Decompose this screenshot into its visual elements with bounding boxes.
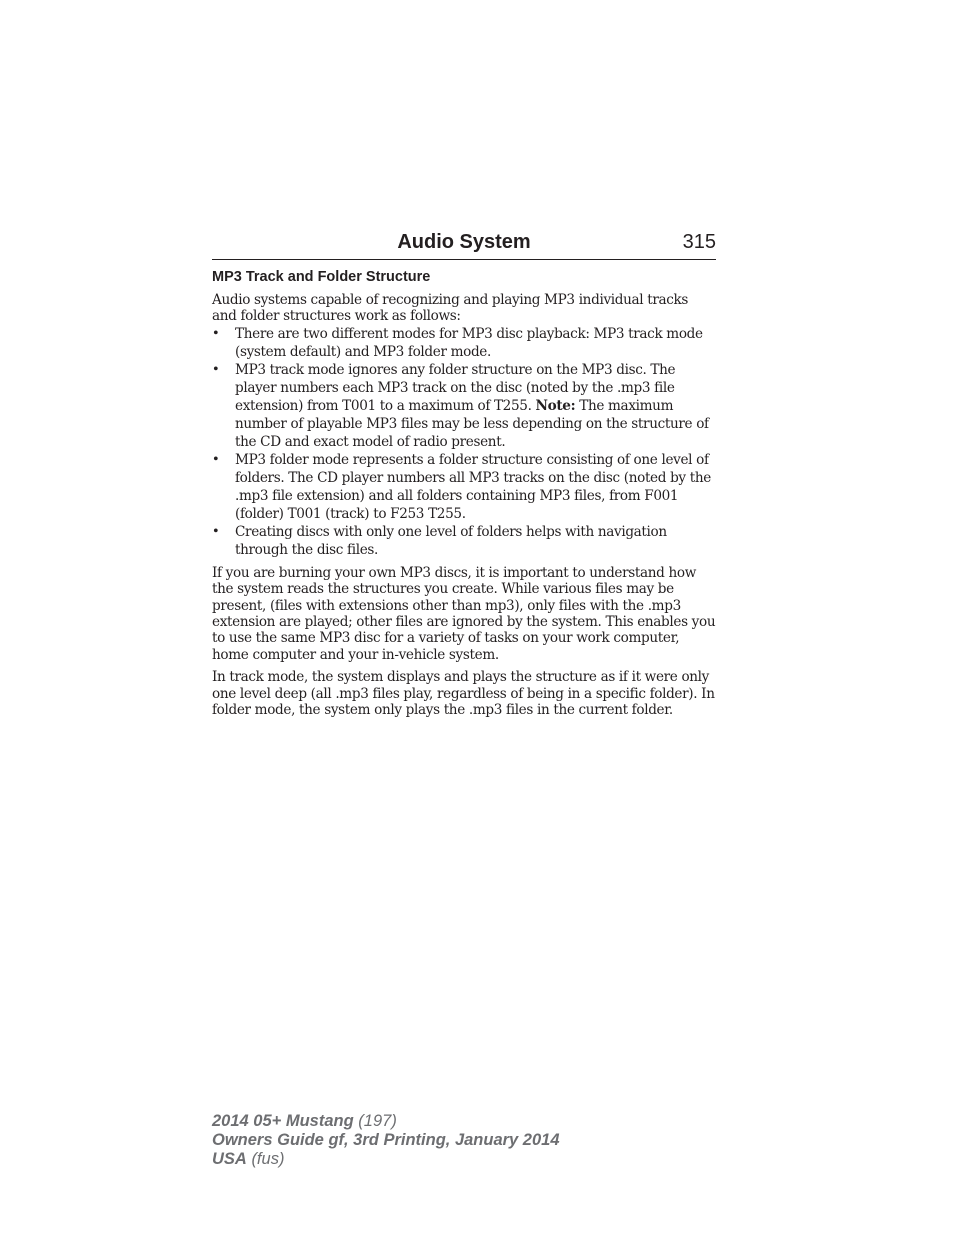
bullet-icon: • [213,360,219,378]
list-item [212,451,716,523]
body-paragraph: If you are burning your own MP3 discs, it is important to understand how the system reads the structures you create. While various files may be present, (files with extensions other than mp3), only files with the .mp3 extension are played; other files are ignored by the system. This enables you to use the same MP3 disc for a variety of tasks on your work computer, home computer and your in-vehicle system. [212,564,716,663]
intro-paragraph: Audio systems capable of recognizing and playing MP3 individual tracks and folder structures work as follows: [212,292,689,325]
list-item [212,523,716,559]
bullet-text: MP3 track mode ignores any folder structure on the MP3 disc. The player numbers each MP3 track on the disc (noted by the .mp3 file extension) from T001 to a maximum of T255. [235,361,676,414]
page-header [212,229,716,260]
chapter-title: Audio System [397,231,531,253]
footer-market-code: (fus) [251,1150,285,1168]
note-label: Note: [535,397,576,414]
main-content [212,267,716,718]
footer-model-code: (197) [358,1112,397,1130]
body-paragraph: In track mode, the system displays and plays the structure as if it were only one level deep (all .mp3 files play, regardless of being in a specific folder). In folder mode, the system only plays the .mp3 files in the current folder. [212,669,715,719]
bullet-icon: • [213,522,219,540]
footer-line-2 [212,1131,560,1150]
bullet-text: MP3 folder mode represents a folder structure consisting of one level of folders. The CD player numbers all MP3 tracks on the disc (noted by the .mp3 file extension) and all folders containing MP3 files, from F001 (folder) T001 (track) to F253 T255. [235,451,711,522]
bullet-list [212,325,716,559]
footer-model: 2014 05+ Mustang [212,1112,354,1130]
bullet-text: There are two different modes for MP3 disc playback: MP3 track mode (system default) and MP3 folder mode. [235,325,703,360]
bullet-icon: • [213,450,219,468]
footer-edition: Owners Guide gf, 3rd Printing, January 2014 [212,1131,560,1149]
list-item [212,325,716,361]
bullet-text: Creating discs with only one level of folders helps with navigation through the disc files. [235,523,667,558]
note-text: The maximum number of playable MP3 files may be less depending on the structure of the CD and exact model of radio present. [235,397,709,450]
footer-line-3 [212,1150,560,1169]
bullet-icon: • [213,324,219,342]
footer-line-1 [212,1112,560,1131]
list-item [212,361,716,451]
footer-market: USA [212,1150,247,1168]
section-heading: MP3 Track and Folder Structure [212,269,431,285]
page-footer [212,1112,560,1169]
page-number: 315 [682,231,716,253]
